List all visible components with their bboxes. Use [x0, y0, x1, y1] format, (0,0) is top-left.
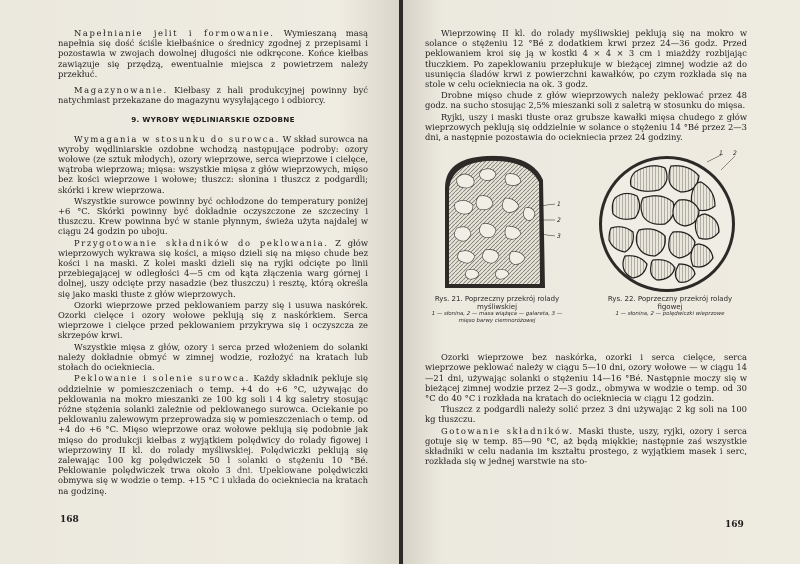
left-text-column: [58, 28, 368, 496]
left-page: [0, 0, 399, 564]
rolada-mysliwska-illustration: [427, 148, 567, 296]
figure-22-title: Rys. 22. Poprzeczny przekrój rolady figowej: [607, 295, 733, 311]
right-page: [403, 0, 800, 564]
figure-21-legend: 1 — słonina, 2 — masa wiążąca — galareta, 3 — mięso barwy ciemnoróżowej: [431, 311, 563, 324]
section-heading: 9. WYROBY WĘDLINIARSKIE OZDOBNE: [131, 115, 295, 125]
figure-22-caption: [595, 296, 745, 318]
paragraph-ryjki: Ryjki, uszy i maski tłuste oraz grubsze kawałki mięsa chudego z głów wieprzowych peklują się oddzielnie w solance o stężeniu 14 °Bé przez 2—3 dni, a następnie pozostawia do ociekniecia przez 24 godziny.: [425, 111, 747, 143]
figure-21-label-2: 2: [557, 217, 561, 225]
figure-22-label-2: 2: [733, 150, 737, 158]
paragraph-wieprzowina: Wieprzowinę II kl. do rolady myśliwskiej peklują się na mokro w solance o stężeniu 12 °Bé z dodatkiem krwi przez 24—36 godz. Przed peklowaniem kroi się ją w kostki 4 × 4 × 3 cm i miażdży rozbijając tłuczkiem. Po zapeklowaniu przepłukuje w bieżącej zimnej wodzie aż do usunięcia śladów krwi z powierzchni kawałków, po czym rozkłada się na stole w celu ociekniecia na ok. 3 godz.: [425, 28, 747, 90]
watermark: Allo: [228, 436, 322, 495]
paragraph-surowce-temperatura: Wszystkie surowce powinny być ochłodzone do temperatury poniżej +6 °C. Skórki powinny być dokładnie oczyszczone ze szczeciny i tłuszczu. Krew powinna być w stanie płynnym, świeża użyta najdalej w ciągu 24 godzin po uboju.: [58, 195, 368, 237]
page-number-left: 168: [60, 515, 79, 525]
paragraph-magazynowanie: Magazynowanie. Kiełbasy z hali produkcyjnej powinny być natychmiast przekazane do magazynu wysyłającego i odbiorcy.: [58, 85, 368, 106]
figure-21-caption: [427, 296, 567, 324]
paragraph-przygotowanie: Przygotowanie składników do peklowania. Z głów wieprzowych wykrawa się kości, a mięso dzieli się na mięso chude bez kości i na maski. Z kolei maski dzieli się na ryjki odcięte po linii przebiegającej w odległości 4—5 cm od kąta złączenia warg górnej i dolnej, uszy odcięte przy nasadzie (bez tłuszczu) i resztę, którą określa się jako maski tłuste z głów wieprzowych.: [58, 237, 368, 299]
figure-21-label-3: 3: [557, 233, 561, 241]
paragraph-drobne-mieso: Drobne mięso chude z głów wieprzowych należy peklować przez 48 godz. na sucho stosując 2,5% mieszanki soli z saletrą w stosunku do mięsa.: [425, 90, 747, 111]
figure-21: [427, 148, 567, 324]
figure-22: [595, 148, 745, 318]
paragraph-napelnianie: Napełnianie jelit i formowanie. Wymieszaną masą napełnia się dość ściśle kiełbaśnice o średnicy zgodnej z przepisami i pozostawia w zwojach dowolnej długości nie odkręcone. Końce kiełbas zawiązuje się przędzą, ewentualnie miejsca z powietrzem należy przekłuć.: [58, 28, 368, 79]
paragraph-peklowanie: Peklowanie i solenie surowca. Każdy składnik pekluje się oddzielnie w pomieszczeniach o temp. +4 do +6 °C, używając do peklowania na mokro mieszanki ze 100 kg soli i 4 kg saletry stosując różne stężenia solanki zależnie od peklowanego surowca. Ociekanie po peklowaniu zalewowym przeprowadza się w pomieszczeniach o temp. od +4 do +6 °C. Mięso wieprzowe oraz wołowe peklują się podobnie jak mięso do produkcji kiełbas z wyjątkiem polędwicy do rolady figowej i wieprzowiny II kl. do rolady myśliwskiej. Polędwiczki peklują się zalewając 100 kg polędwiczek 50 l solanki o stężeniu 10 °Bé. Peklowanie polędwiczek trwa około 3 dni. Upeklowane polędwiczki obmywa się w wodzie o temp. +15 °C i układa do ociekniecia na kratach na godzinę.: [58, 373, 368, 496]
rolada-figowa-illustration: [595, 148, 745, 296]
figure-21-title: Rys. 21. Poprzeczny przekrój rolady myśliwskiej: [434, 295, 560, 311]
paragraph-gotowanie: Gotowanie składników. Maski tłuste, uszy, ryjki, ozory i serca gotuje się w temp. 85—90 °C, aż będą miękkie; następnie zaś wszystkie składniki w celu nadania im kształtu prostego, z wyjątkiem masek i serc, rozkłada się w jednej warstwie na sto-: [425, 425, 748, 467]
page-number-right: 169: [725, 520, 744, 530]
paragraph-miesa-z-glow: Wszystkie mięsa z głów, ozory i serca przed włożeniem do solanki należy dokładnie obmyć w zimnej wodzie, rozłożyć na kratach lub stołach do ociekniecia.: [58, 341, 368, 373]
right-text-column: [425, 28, 747, 466]
paragraph-ozorki-peklowanie: Ozorki wieprzowe bez naskórka, ozorki i serca cielęce, serca wieprzowe peklować należy w ciągu 5—10 dni, ozory wołowe — w ciągu 14—21 dni, używając solanki o stężeniu 14—16 °Bé. Następnie moczy się w bieżącej zimnej wodzie przez 2—3 godz., obmywa w wodzie o temp. od 30 °C do 40 °C i rozkłada na kratach do ociekniecia w ciągu 12 godzin.: [425, 352, 747, 404]
figure-22-legend: 1 — słonina, 2 — polędwiczki wieprzowe: [615, 311, 725, 318]
paragraph-ozorki: Ozorki wieprzowe przed peklowaniem parzy się i usuwa naskórek. Ozorki cielęce i ozory wołowe peklują się z naskórkiem. Serca wieprzowe i cielęce przed peklowaniem przykrywa się i oczyszcza ze skrzepów krwi.: [58, 299, 368, 341]
paragraph-tluszcz: Tłuszcz z podgardli należy solić przez 3 dni używając 2 kg soli na 100 kg tłuszczu.: [425, 404, 747, 425]
figure-22-label-1: 1: [719, 150, 723, 158]
figures-row: [425, 148, 747, 348]
paragraph-wymagania: Wymagania w stosunku do surowca. W skład surowca na wyroby wędliniarskie ozdobne wchodzą następujące podroby: ozory wołowe (ze sztuk młodych), ozory wieprzowe, serca wieprzowe i cielęce, wątroba wieprzowa; mięsa: wszystkie mięsa z głów wieprzowych, mięso bez kości wieprzowe i wołowe; tłuszcz: słonina i tłuszcz z podgardli; skórki i krew wieprzowa.: [58, 133, 368, 195]
figure-21-label-1: 1: [557, 201, 561, 209]
